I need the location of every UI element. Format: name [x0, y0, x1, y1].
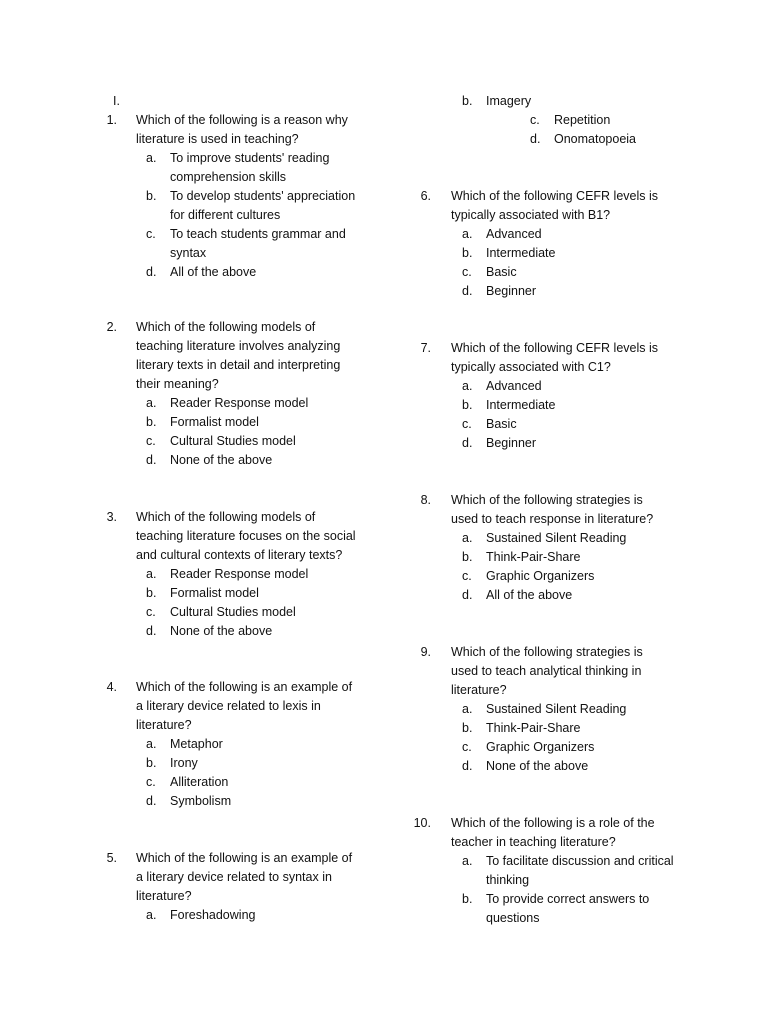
question-text-line: Which of the following strategies is — [451, 645, 643, 659]
option-letter: b. — [462, 721, 473, 735]
option-text: Reader Response model — [170, 567, 309, 581]
option-text: Sustained Silent Reading — [486, 702, 627, 716]
question-text-line: literature? — [136, 718, 192, 732]
option-letter: a. — [146, 737, 157, 751]
option-text: Irony — [170, 756, 198, 770]
question-text-line: Which of the following CEFR levels is — [451, 189, 659, 203]
option-letter: a. — [462, 531, 473, 545]
option-text: thinking — [486, 873, 530, 887]
option-text: Basic — [486, 417, 517, 431]
option-letter: d. — [146, 453, 157, 467]
option-text: Repetition — [554, 113, 611, 127]
question-number: 3. — [106, 510, 117, 524]
question-text-line: Which of the following is an example of — [136, 680, 353, 694]
question-text-line: Which of the following is a reason why — [136, 113, 348, 127]
option-letter: d. — [462, 284, 473, 298]
option-letter: c. — [146, 775, 156, 789]
option-letter: c. — [462, 569, 472, 583]
question-text-line: literary texts in detail and interpreting — [136, 358, 341, 372]
question-text-line: literature is used in teaching? — [136, 132, 299, 146]
question-number: 1. — [106, 113, 117, 127]
option-letter: a. — [146, 151, 157, 165]
option-letter: d. — [530, 132, 541, 146]
option-text: Intermediate — [486, 398, 556, 412]
question-text-line: typically associated with C1? — [451, 360, 611, 374]
question-number: 9. — [420, 645, 431, 659]
option-text: None of the above — [170, 624, 273, 638]
option-letter: b. — [146, 189, 157, 203]
option-letter: d. — [462, 759, 473, 773]
question-text-line: typically associated with B1? — [451, 208, 611, 222]
question-text-line: their meaning? — [136, 377, 219, 391]
option-text: Sustained Silent Reading — [486, 531, 627, 545]
option-letter: d. — [462, 436, 473, 450]
option-letter: b. — [146, 586, 157, 600]
question-text-line: used to teach analytical thinking in — [451, 664, 642, 678]
option-text: Graphic Organizers — [486, 740, 595, 754]
option-letter: a. — [146, 396, 157, 410]
option-letter: b. — [462, 398, 473, 412]
option-text: Symbolism — [170, 794, 232, 808]
question-text-line: Which of the following models of — [136, 510, 316, 524]
option-text: Advanced — [486, 227, 542, 241]
question-number: 10. — [413, 816, 431, 830]
question-text-line: a literary device related to lexis in — [136, 699, 321, 713]
option-text: To develop students' appreciation — [170, 189, 356, 203]
option-text: To improve students' reading — [170, 151, 330, 165]
question-text-line: literature? — [136, 889, 192, 903]
section-label: I. — [113, 94, 120, 108]
option-text: Formalist model — [170, 586, 259, 600]
option-text: All of the above — [170, 265, 257, 279]
option-letter: c. — [462, 740, 472, 754]
option-text: Cultural Studies model — [170, 605, 296, 619]
question-number: 4. — [106, 680, 117, 694]
option-text: Cultural Studies model — [170, 434, 296, 448]
option-letter: b. — [462, 246, 473, 260]
question-text-line: literature? — [451, 683, 507, 697]
option-letter: d. — [146, 624, 157, 638]
option-text: None of the above — [486, 759, 589, 773]
question-number: 7. — [420, 341, 431, 355]
option-text: questions — [486, 911, 540, 925]
option-letter: a. — [462, 227, 473, 241]
option-letter: b. — [462, 94, 473, 108]
option-text: To facilitate discussion and critical — [486, 854, 674, 868]
option-text: Beginner — [486, 284, 537, 298]
option-text: To provide correct answers to — [486, 892, 650, 906]
option-text: Beginner — [486, 436, 537, 450]
option-letter: a. — [462, 379, 473, 393]
option-letter: c. — [462, 265, 472, 279]
option-text: Intermediate — [486, 246, 556, 260]
option-letter: a. — [146, 567, 157, 581]
question-number: 8. — [420, 493, 431, 507]
option-letter: c. — [146, 605, 156, 619]
option-text: Onomatopoeia — [554, 132, 637, 146]
option-text: None of the above — [170, 453, 273, 467]
option-text: Alliteration — [170, 775, 229, 789]
option-letter: b. — [146, 756, 157, 770]
option-letter: d. — [462, 588, 473, 602]
question-text-line: Which of the following strategies is — [451, 493, 643, 507]
question-number: 5. — [106, 851, 117, 865]
option-letter: c. — [530, 113, 540, 127]
option-letter: c. — [146, 227, 156, 241]
option-letter: c. — [462, 417, 472, 431]
option-text: syntax — [170, 246, 207, 260]
question-text-line: teacher in teaching literature? — [451, 835, 616, 849]
question-number: 6. — [420, 189, 431, 203]
option-text: Think-Pair-Share — [486, 721, 581, 735]
option-text: Imagery — [486, 94, 532, 108]
question-text-line: teaching literature focuses on the social — [136, 529, 356, 543]
option-text: for different cultures — [170, 208, 281, 222]
option-letter: b. — [462, 892, 473, 906]
option-letter: a. — [462, 854, 473, 868]
option-text: Basic — [486, 265, 517, 279]
option-letter: d. — [146, 794, 157, 808]
option-letter: d. — [146, 265, 157, 279]
option-text: All of the above — [486, 588, 573, 602]
option-text: Graphic Organizers — [486, 569, 595, 583]
option-text: Think-Pair-Share — [486, 550, 581, 564]
option-text: comprehension skills — [170, 170, 287, 184]
option-letter: c. — [146, 434, 156, 448]
option-letter: b. — [146, 415, 157, 429]
option-text: Metaphor — [170, 737, 223, 751]
question-text-line: Which of the following is a role of the — [451, 816, 655, 830]
option-letter: a. — [146, 908, 157, 922]
option-text: Foreshadowing — [170, 908, 256, 922]
question-text-line: teaching literature involves analyzing — [136, 339, 341, 353]
question-text-line: Which of the following CEFR levels is — [451, 341, 659, 355]
question-text-line: Which of the following is an example of — [136, 851, 353, 865]
question-text-line: a literary device related to syntax in — [136, 870, 332, 884]
option-text: Reader Response model — [170, 396, 309, 410]
option-text: Formalist model — [170, 415, 259, 429]
option-letter: a. — [462, 702, 473, 716]
question-number: 2. — [106, 320, 117, 334]
question-text-line: and cultural contexts of literary texts? — [136, 548, 343, 562]
option-text: To teach students grammar and — [170, 227, 346, 241]
option-letter: b. — [462, 550, 473, 564]
question-text-line: used to teach response in literature? — [451, 512, 654, 526]
question-text-line: Which of the following models of — [136, 320, 316, 334]
option-text: Advanced — [486, 379, 542, 393]
